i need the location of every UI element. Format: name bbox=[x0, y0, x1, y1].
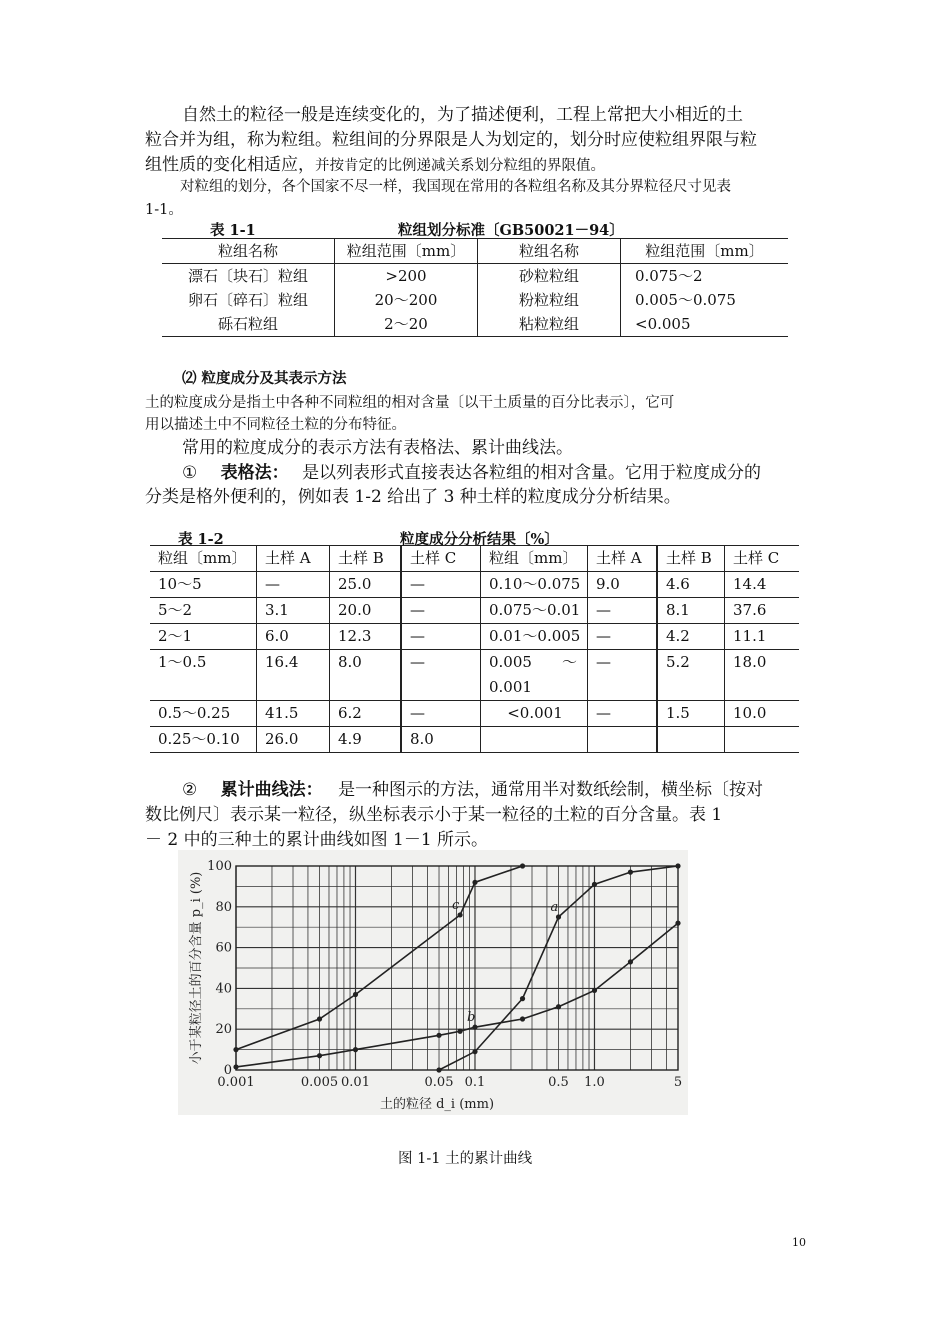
table2-cell: — bbox=[588, 598, 658, 624]
intro-line-3b: 并按肯定的比例递减关系划分粒组的界限值。 bbox=[315, 158, 605, 174]
table2-cell: — bbox=[401, 624, 481, 650]
table2-header: 土样 B bbox=[330, 546, 402, 572]
figure-caption: 图 1-1 土的累计曲线 bbox=[398, 1151, 533, 1167]
table2-cell: — bbox=[257, 572, 330, 598]
table1-cell: 砾石粒组 bbox=[162, 312, 335, 337]
table1-header: 粒组范围〔mm〕 bbox=[335, 239, 478, 264]
data-point-c bbox=[472, 880, 477, 885]
x-tick-label: 0.01 bbox=[341, 1075, 370, 1090]
table-row bbox=[162, 288, 788, 312]
table2-header: 土样 B bbox=[657, 546, 725, 572]
table2-cell: 14.4 bbox=[725, 572, 800, 598]
y-tick-label: 20 bbox=[215, 1022, 232, 1038]
data-point-c bbox=[457, 912, 462, 917]
x-tick-label: 0.05 bbox=[424, 1075, 454, 1090]
table2-label: 表 1-2 bbox=[178, 531, 224, 548]
table2-title: 粒度成分分析结果〔%〕 bbox=[400, 531, 559, 548]
y-tick-label: 40 bbox=[215, 981, 232, 997]
data-point-c bbox=[233, 1047, 238, 1052]
table2-header: 土样 C bbox=[725, 546, 800, 572]
table1-cell: 20～200 bbox=[335, 288, 478, 312]
curve-label-c: c bbox=[452, 897, 460, 913]
y-axis-label: 小于某粒径土的百分含量 p_i (%) bbox=[189, 871, 204, 1065]
table-row bbox=[150, 701, 799, 727]
x-tick-label: 5 bbox=[673, 1075, 683, 1090]
table2-cell: 4.6 bbox=[657, 572, 725, 598]
intro-line-3a: 组性质的变化相适应， bbox=[145, 155, 315, 175]
table-row bbox=[162, 264, 788, 289]
table2-cell: 26.0 bbox=[257, 727, 330, 753]
table2-cell: — bbox=[401, 701, 481, 727]
table2-cell: — bbox=[588, 701, 658, 727]
section2-methods: 常用的粒度成分的表示方法有表格法、累计曲线法。 bbox=[182, 438, 573, 458]
table2-cell: — bbox=[401, 650, 481, 701]
method2-line-1 bbox=[182, 775, 763, 800]
table2-cell: 12.3 bbox=[330, 624, 402, 650]
table-row bbox=[150, 650, 799, 701]
x-tick-label: 0.001 bbox=[217, 1075, 255, 1090]
y-tick-label: 80 bbox=[215, 899, 232, 915]
method2-title: 累计曲线法： bbox=[220, 780, 323, 800]
table2-cell: 1～0.5 bbox=[150, 650, 257, 701]
method1-text: 是以列表形式直接表达各粒组的相对含量。它用于粒度成分的 bbox=[302, 463, 762, 483]
intro-line-5: 1-1。 bbox=[145, 202, 183, 218]
table2-cell: 4.2 bbox=[657, 624, 725, 650]
table1-header: 粒组名称 bbox=[162, 239, 335, 264]
x-axis-label: 土的粒径 d_i (mm) bbox=[379, 1097, 495, 1112]
table2-cell-multiline bbox=[481, 650, 588, 701]
table2-cell: 10～5 bbox=[150, 572, 257, 598]
data-point-a bbox=[628, 870, 633, 875]
table2-cell: 0.01～0.005 bbox=[481, 624, 588, 650]
table2-cell: 10.0 bbox=[725, 701, 800, 727]
table2-cell: 0.10～0.075 bbox=[481, 572, 588, 598]
table2-cell: 41.5 bbox=[257, 701, 330, 727]
section2-heading: ⑵ 粒度成分及其表示方法 bbox=[182, 370, 347, 387]
table2-cell: 5.2 bbox=[657, 650, 725, 701]
table2-cell: 18.0 bbox=[725, 650, 800, 701]
data-point-b bbox=[628, 959, 633, 964]
data-point-a bbox=[556, 914, 561, 919]
table2-header: 土样 A bbox=[588, 546, 658, 572]
table2-cell: 0.25～0.10 bbox=[150, 727, 257, 753]
x-tick-label: 1.0 bbox=[584, 1075, 605, 1090]
intro-line-4: 对粒组的划分，各个国家不尽一样，我国现在常用的各粒组名称及其分界粒径尺寸见表 bbox=[180, 179, 731, 195]
table2-cell: 20.0 bbox=[330, 598, 402, 624]
table-row bbox=[150, 598, 799, 624]
intro-line-1: 自然土的粒径一般是连续变化的，为了描述便利，工程上常把大小相近的土 bbox=[182, 105, 743, 125]
data-point-a bbox=[592, 882, 597, 887]
section2-def-2: 用以描述土中不同粒径土粒的分布特征。 bbox=[145, 417, 406, 433]
data-point-b bbox=[556, 1004, 561, 1009]
table1-cell: 0.005～0.075 bbox=[635, 291, 736, 309]
table1-cell: >200 bbox=[335, 264, 478, 289]
table2-cell: 0.075～0.01 bbox=[481, 598, 588, 624]
method2-number: ② bbox=[182, 780, 198, 800]
table2-cell: 5～2 bbox=[150, 598, 257, 624]
data-point-b bbox=[317, 1053, 322, 1058]
y-tick-label: 0 bbox=[223, 1063, 232, 1078]
table2-cell: 3.1 bbox=[257, 598, 330, 624]
data-point-b bbox=[675, 921, 680, 926]
table2-header: 土样 A bbox=[257, 546, 330, 572]
method2-line-2: 数比例尺〕表示某一粒径，纵坐标表示小于某一粒径的土粒的百分含量。表 1 bbox=[145, 805, 723, 825]
table1-cell: 卵石〔碎石〕粒组 bbox=[162, 288, 335, 312]
table2-cell bbox=[725, 727, 800, 753]
table2-cell: <0.001 bbox=[481, 701, 588, 727]
table2-cell bbox=[588, 727, 658, 753]
x-tick-label: 0.1 bbox=[464, 1075, 486, 1090]
table1-cell: <0.005 bbox=[621, 312, 789, 337]
method2-line-3: － 2 中的三种土的累计曲线如图 1－1 所示。 bbox=[145, 830, 489, 850]
method2-text: 是一种图示的方法，通常用半对数纸绘制，横坐标〔按对 bbox=[338, 780, 764, 800]
table2 bbox=[150, 545, 799, 753]
intro-line-2: 粒合并为组，称为粒组。粒组间的分界限是人为划定的，划分时应使粒组界限与粒 bbox=[145, 130, 757, 150]
table2-cell: 0.5～0.25 bbox=[150, 701, 257, 727]
x-tick-label: 0.5 bbox=[548, 1075, 569, 1090]
table2-cell: — bbox=[588, 650, 658, 701]
table1-label: 表 1-1 bbox=[210, 222, 256, 239]
table1-cell: 粉粒粒组 bbox=[478, 288, 621, 312]
table1-title: 粒组划分标准〔GB50021－94〕 bbox=[398, 222, 624, 239]
table2-cell: 8.0 bbox=[401, 727, 481, 753]
table1-cell: 0.075～2 bbox=[635, 267, 703, 285]
table2-cell: 25.0 bbox=[330, 572, 402, 598]
data-point-b bbox=[233, 1064, 238, 1069]
table2-cell: 9.0 bbox=[588, 572, 658, 598]
data-point-b bbox=[457, 1029, 462, 1034]
table1-cell: 2～20 bbox=[335, 312, 478, 337]
table2-cell: — bbox=[401, 572, 481, 598]
method1-title: 表格法： bbox=[220, 463, 289, 483]
data-point-b bbox=[592, 988, 597, 993]
data-point-a bbox=[520, 996, 525, 1001]
data-point-a bbox=[472, 1049, 477, 1054]
data-point-b bbox=[520, 1016, 525, 1021]
curve-label-a: a bbox=[550, 900, 559, 915]
table2-header: 土样 C bbox=[401, 546, 481, 572]
table2-cell: 37.6 bbox=[725, 598, 800, 624]
page-number: 10 bbox=[792, 1236, 806, 1249]
method1-line-2: 分类是格外便利的，例如表 1-2 给出了 3 种土样的粒度成分分析结果。 bbox=[145, 487, 681, 507]
table1-header-row bbox=[162, 239, 788, 264]
table2-cell-line: 0.001 bbox=[489, 678, 532, 696]
table-row bbox=[162, 312, 788, 337]
table2-cell: 4.9 bbox=[330, 727, 402, 753]
data-point-b bbox=[472, 1025, 477, 1030]
table2-cell bbox=[481, 727, 588, 753]
y-tick-label: 60 bbox=[215, 940, 232, 956]
table-row bbox=[150, 624, 799, 650]
table2-cell: 1.5 bbox=[657, 701, 725, 727]
table2-cell: 8.0 bbox=[330, 650, 402, 701]
cumulative-curve-chart bbox=[178, 850, 688, 1115]
table1-cell: 砂粒粒组 bbox=[478, 264, 621, 289]
data-point-b bbox=[353, 1047, 358, 1052]
table2-cell: 16.4 bbox=[257, 650, 330, 701]
table1-header: 粒组范围〔mm〕 bbox=[621, 239, 789, 264]
table2-cell: 2～1 bbox=[150, 624, 257, 650]
table1-cell: 粘粒粒组 bbox=[478, 312, 621, 337]
table1-header: 粒组名称 bbox=[478, 239, 621, 264]
table2-header-row bbox=[150, 546, 799, 572]
table2-cell: 8.1 bbox=[657, 598, 725, 624]
method1-number: ① bbox=[182, 463, 198, 483]
table2-cell: — bbox=[401, 598, 481, 624]
data-point-c bbox=[317, 1016, 322, 1021]
section2-def-1: 土的粒度成分是指土中各种不同粒组的相对含量〔以干土质量的百分比表示〕，它可 bbox=[145, 395, 675, 411]
data-point-b bbox=[436, 1033, 441, 1038]
table2-header: 粒组〔mm〕 bbox=[150, 546, 257, 572]
table2-cell-line: 0.005 ～ bbox=[489, 653, 577, 671]
table2-cell bbox=[657, 727, 725, 753]
table2-cell: 6.2 bbox=[330, 701, 402, 727]
table2-cell: 11.1 bbox=[725, 624, 800, 650]
table-row bbox=[150, 572, 799, 598]
y-tick-label: 100 bbox=[207, 859, 232, 874]
table2-cell: — bbox=[588, 624, 658, 650]
x-tick-label: 0.005 bbox=[300, 1075, 339, 1090]
method1-line-1 bbox=[182, 458, 761, 483]
table2-header: 粒组〔mm〕 bbox=[481, 546, 588, 572]
table-row bbox=[150, 727, 799, 753]
data-point-a bbox=[436, 1067, 441, 1072]
data-point-c bbox=[520, 863, 525, 868]
table1-cell: 漂石〔块石〕粒组 bbox=[162, 264, 335, 289]
data-point-a bbox=[675, 863, 680, 868]
table1 bbox=[162, 238, 788, 337]
table2-cell: 6.0 bbox=[257, 624, 330, 650]
data-point-c bbox=[353, 992, 358, 997]
curve-label-b: b bbox=[466, 1010, 476, 1026]
intro-line-3 bbox=[145, 150, 605, 175]
